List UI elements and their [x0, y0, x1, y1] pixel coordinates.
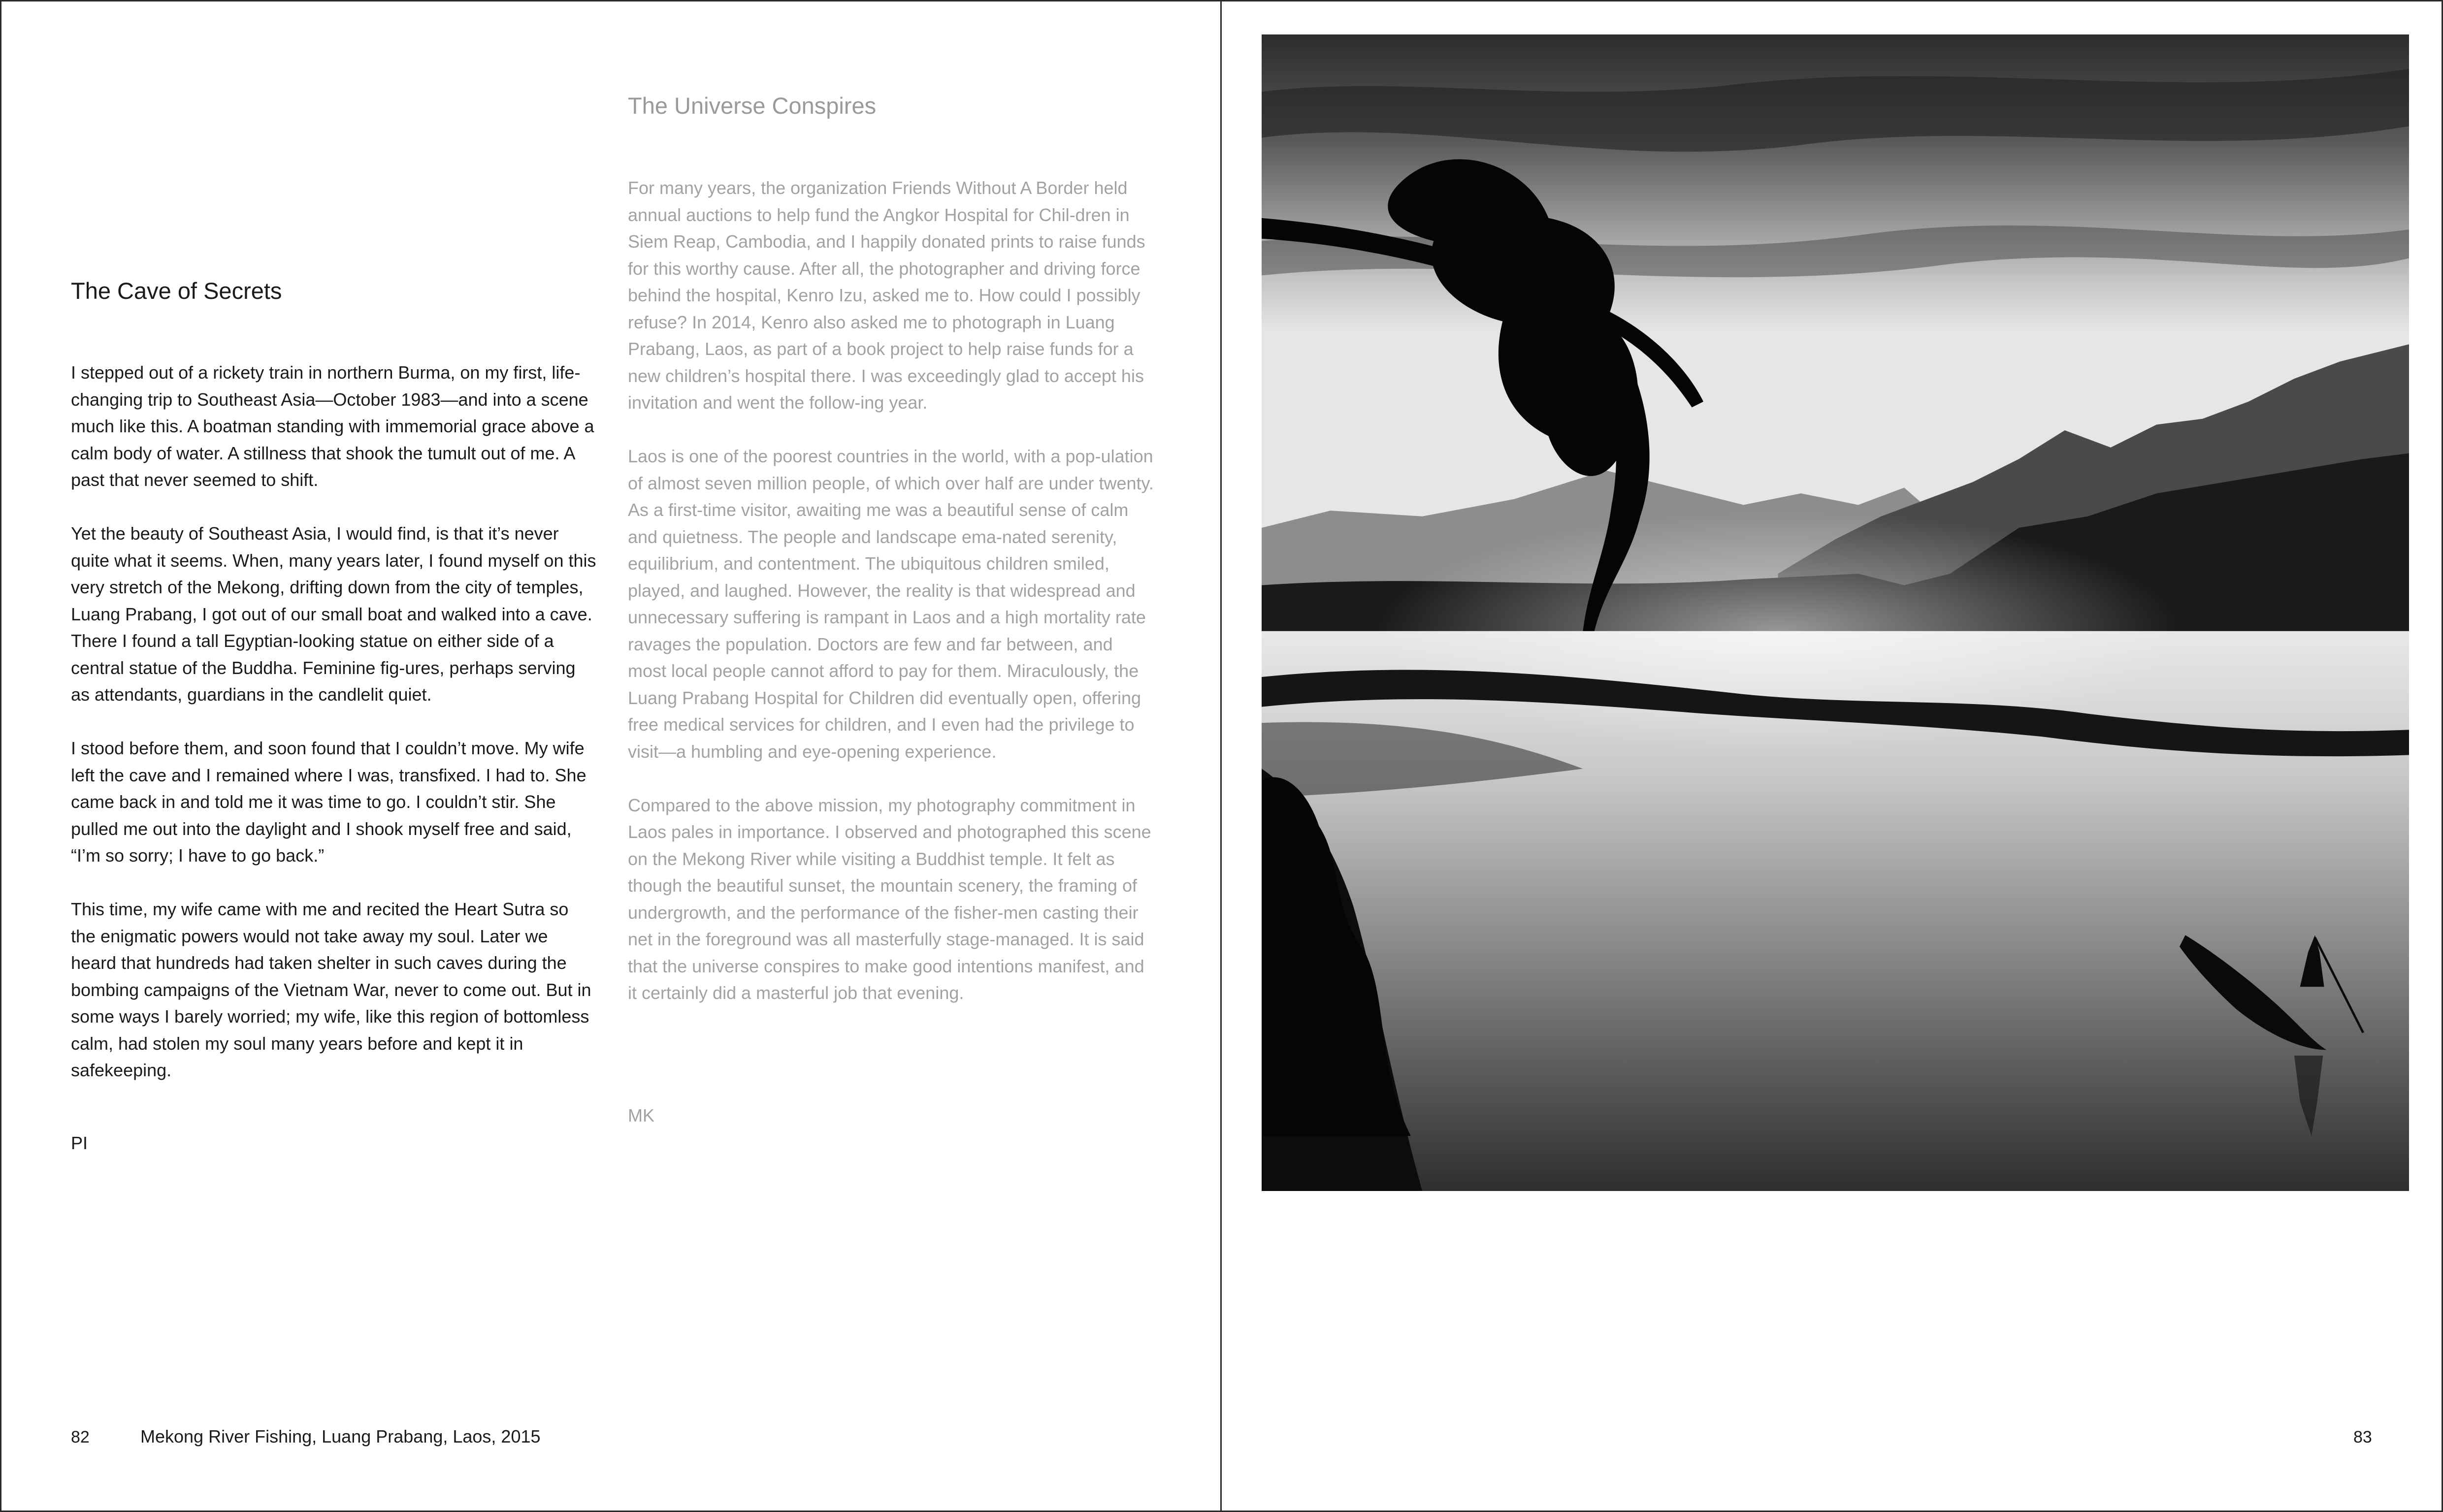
left-paragraph: I stood before them, and soon found that I couldn’t move. My wife left the cave and I remained where I was, transfixed. I had to. She came back in and told me it was time to go. I couldn’t stir. She pulled me out into the daylight and I shook myself free and said, “I’m so sorry; I have to go back.” — [71, 738, 586, 866]
page-number-left: 82 — [71, 1428, 90, 1447]
left-page-body — [71, 359, 598, 1084]
photo-caption: Mekong River Fishing, Luang Prabang, Laos, 2015 — [140, 1426, 541, 1447]
left-paragraph: I stepped out of a rickety train in northern Burma, on my first, life-changing trip to Southeast Asia—October 1983—and into a scene much like this. A boatman standing with immemorial grace above a calm body of water. A stillness that shook the tumult out of me. A past that never seemed to shift. — [71, 362, 594, 490]
left-page-title: The Cave of Secrets — [71, 278, 282, 304]
middle-signature: MK — [628, 1105, 654, 1126]
middle-column-title: The Universe Conspires — [628, 93, 877, 119]
page-number-right: 83 — [2353, 1428, 2372, 1447]
landscape-photograph — [1262, 34, 2409, 1191]
middle-paragraph: Laos is one of the poorest countries in the world, with a pop-ulation of almost seven million people, of which over half are under twenty. As a first-time visitor, awaiting me was a beautiful sense of calm and quietness. The people and landscape ema-nated serenity, equilibrium, and contentment. The ubiquitous children smiled, played, and laughed. However, the reality is that widespread and unnecessary suffering is rampant in Laos and a high mortality rate ravages the population. Doctors are few and far between, and most local people cannot afford to pay for them. Miraculously, the Luang Prabang Hospital for Children did eventually open, offering free medical services for children, and I even had the privilege to visit—a humbling and eye-opening experience. — [628, 446, 1154, 762]
middle-column-body — [628, 175, 1155, 1007]
left-paragraph: Yet the beauty of Southeast Asia, I would find, is that it’s never quite what it seems. When, many years later, I found myself on this very stretch of the Mekong, drifting down from the city of temples, Luang Prabang, I got out of our small boat and walked into a cave. There I found a tall Egyptian-looking statue on either side of a central statue of the Buddha. Feminine fig-ures, perhaps serving as attendants, guardians in the candlelit quiet. — [71, 523, 596, 705]
mekong-river-scene — [1262, 34, 2409, 1191]
middle-paragraph: For many years, the organization Friends Without A Border held annual auctions to help fund the Angkor Hospital for Chil-dren in Siem Reap, Cambodia, and I happily donated prints to raise funds for this worthy cause. After all, the photographer and driving force behind the hospital, Kenro Izu, asked me to. How could I possibly refuse? In 2014, Kenro also asked me to photograph in Luang Prabang, Laos, as part of a book project to help raise funds for a new children’s hospital there. I was exceedingly glad to accept his invitation and went the follow-ing year. — [628, 178, 1145, 413]
middle-paragraph: Compared to the above mission, my photography commitment in Laos pales in importance. I observed and photographed this scene on the Mekong River while visiting a Buddhist temple. It felt as though the beautiful sunset, the mountain scenery, the framing of undergrowth, and the performance of the fisher-men casting their net in the foreground was all masterfully stage-managed. It is said that the universe conspires to make good intentions manifest, and it certainly did a masterful job that evening. — [628, 795, 1151, 1003]
left-paragraph: This time, my wife came with me and recited the Heart Sutra so the enigmatic powers would not take away my soul. Later we heard that hundreds had taken shelter in such caves during the bombing campaigns of the Vietnam War, never to come out. But in some ways I barely worried; my wife, like this region of bottomless calm, had stolen my soul many years before and kept it in safekeeping. — [71, 899, 591, 1080]
left-signature: PI — [71, 1133, 88, 1153]
